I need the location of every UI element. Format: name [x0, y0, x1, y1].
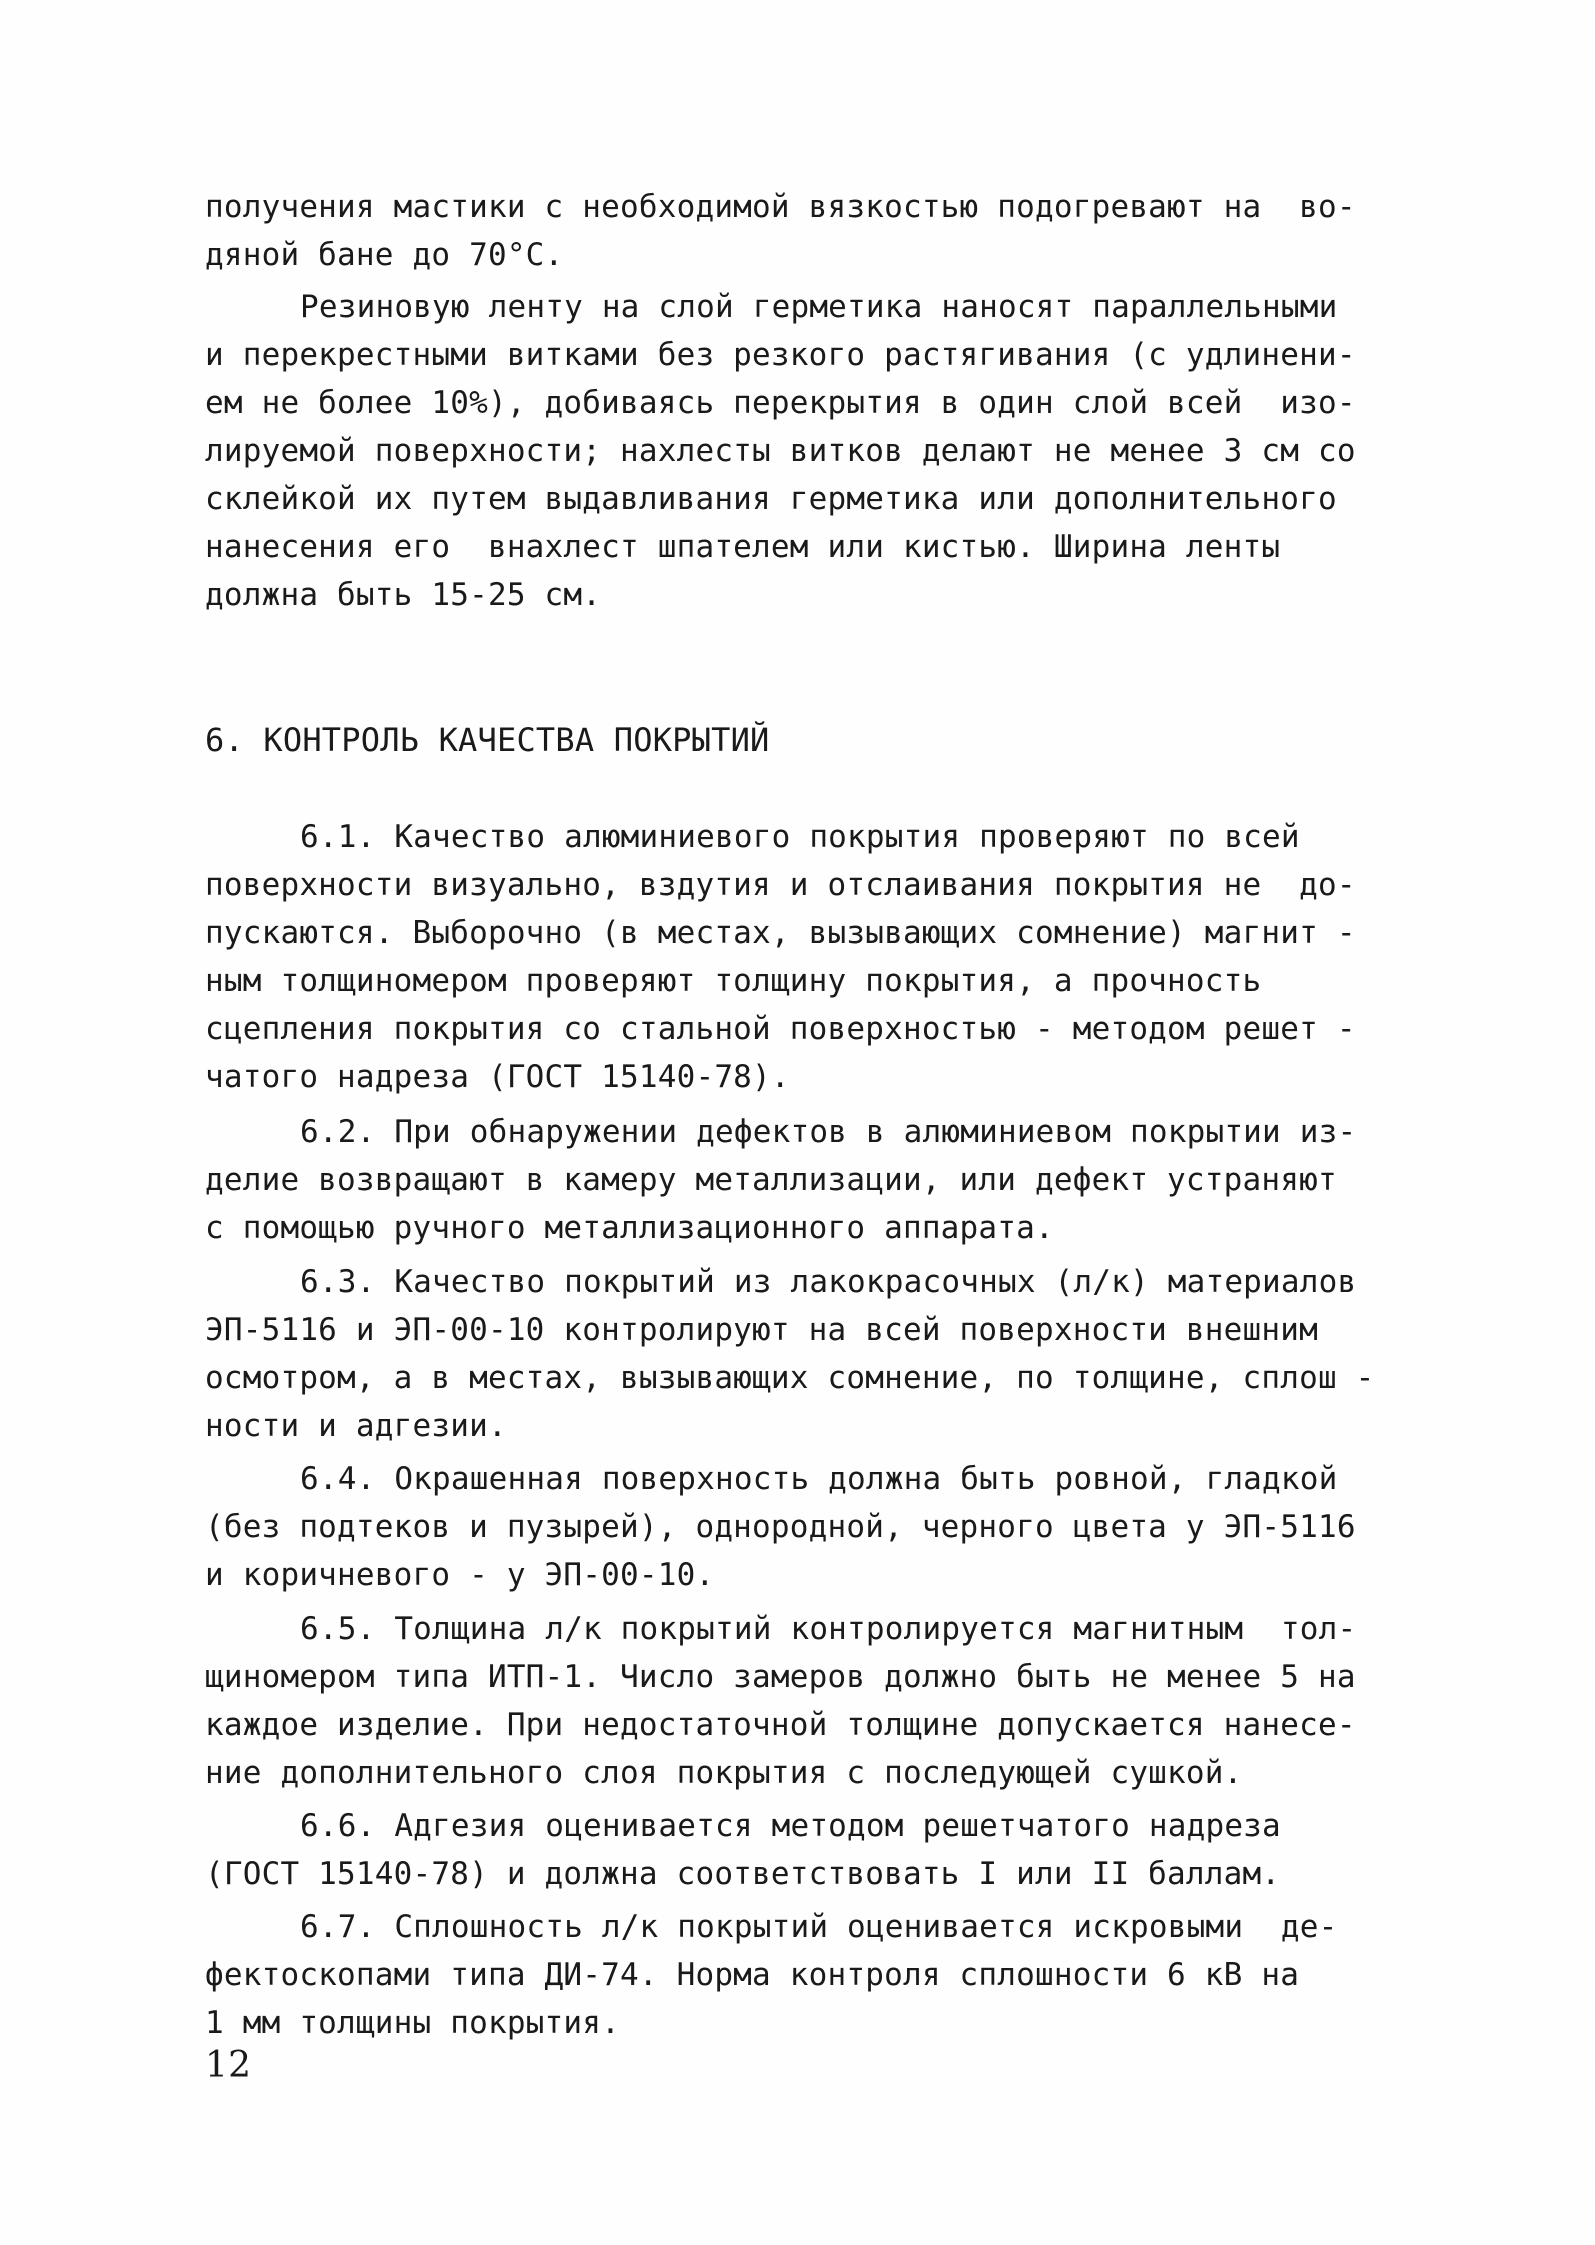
clause-text-line: 6.2. При обнаружении дефектов в алюминиевом покрытии из- [300, 1114, 1357, 1150]
clause-text-line: чатого надреза (ГОСТ 15140-78). [205, 1059, 790, 1095]
clause-text-line: 6.3. Качество покрытий из лакокрасочных (л/к) материалов [300, 1264, 1357, 1300]
body-text-line: склейкой их путем выдавливания герметика или дополнительного [205, 481, 1337, 517]
body-text-line: ем не более 10%), добиваясь перекрытия в один слой всей изо- [205, 385, 1356, 421]
clause-text-line: 1 мм толщины покрытия. [205, 2005, 620, 2041]
clause-text-line: 6.5. Толщина л/к покрытий контролируется магнитным тол- [300, 1611, 1357, 1647]
clause-text-line: щиномером типа ИТП-1. Число замеров должно быть не менее 5 на [205, 1659, 1356, 1695]
clause-text-line: фектоскопами типа ДИ-74. Норма контроля сплошности 6 кВ на [205, 1957, 1300, 1993]
clause-text-line: 6.7. Сплошность л/к покрытий оценивается искровыми де- [300, 1909, 1338, 1945]
body-text-line: нанесения его внахлест шпателем или кистью. Ширина ленты [205, 529, 1281, 565]
clause-text-line: поверхности визуально, вздутия и отслаивания покрытия не до- [205, 867, 1356, 903]
body-text-line: и перекрестными витками без резкого растягивания (с удлинени- [205, 337, 1356, 373]
clause-text-line: 6.6. Адгезия оценивается методом решетчатого надреза [300, 1808, 1281, 1844]
clause-text-line: (без подтеков и пузырей), однородной, черного цвета у ЭП-5116 [205, 1509, 1356, 1545]
clause-text-line: и коричневого - у ЭП-00-10. [205, 1557, 715, 1593]
body-text-line: получения мастики с необходимой вязкостью подогревают на во- [205, 189, 1356, 225]
clause-text-line: пускаются. Выборочно (в местах, вызывающих сомнение) магнит - [205, 915, 1356, 951]
body-text-line: лируемой поверхности; нахлесты витков делают не менее 3 см со [205, 433, 1356, 469]
clause-text-line: осмотром, а в местах, вызывающих сомнение, по толщине, сплош - [205, 1360, 1375, 1396]
clause-text-line: каждое изделие. При недостаточной толщине допускается нанесе- [205, 1707, 1356, 1743]
clause-text-line: с помощью ручного металлизационного аппарата. [205, 1210, 1054, 1246]
clause-text-line: ности и адгезии. [205, 1408, 507, 1444]
body-text-line: должна быть 15-25 см. [205, 577, 602, 613]
page-number: 12 [205, 2045, 252, 2086]
section-heading: 6. КОНТРОЛЬ КАЧЕСТВА ПОКРЫТИЙ [205, 721, 770, 759]
clause-text-line: 6.1. Качество алюминиевого покрытия проверяют по всей [300, 819, 1300, 855]
clause-text-line: 6.4. Окрашенная поверхность должна быть ровной, гладкой [300, 1461, 1338, 1497]
clause-text-line: ЭП-5116 и ЭП-00-10 контролируют на всей поверхности внешним [205, 1312, 1318, 1348]
clause-text-line: ние дополнительного слоя покрытия с последующей сушкой. [205, 1755, 1243, 1791]
clause-text-line: делие возвращают в камеру металлизации, или дефект устраняют [205, 1162, 1337, 1198]
clause-text-line: (ГОСТ 15140-78) и должна соответствовать I или II баллам. [205, 1856, 1281, 1892]
body-text-line: дяной бане до 70°С. [205, 237, 564, 273]
clause-text-line: ным толщиномером проверяют толщину покрытия, а прочность [205, 963, 1262, 999]
body-text-line: Резиновую ленту на слой герметика наносят параллельными [300, 289, 1338, 325]
clause-text-line: сцепления покрытия со стальной поверхностью - методом решет - [205, 1011, 1356, 1047]
